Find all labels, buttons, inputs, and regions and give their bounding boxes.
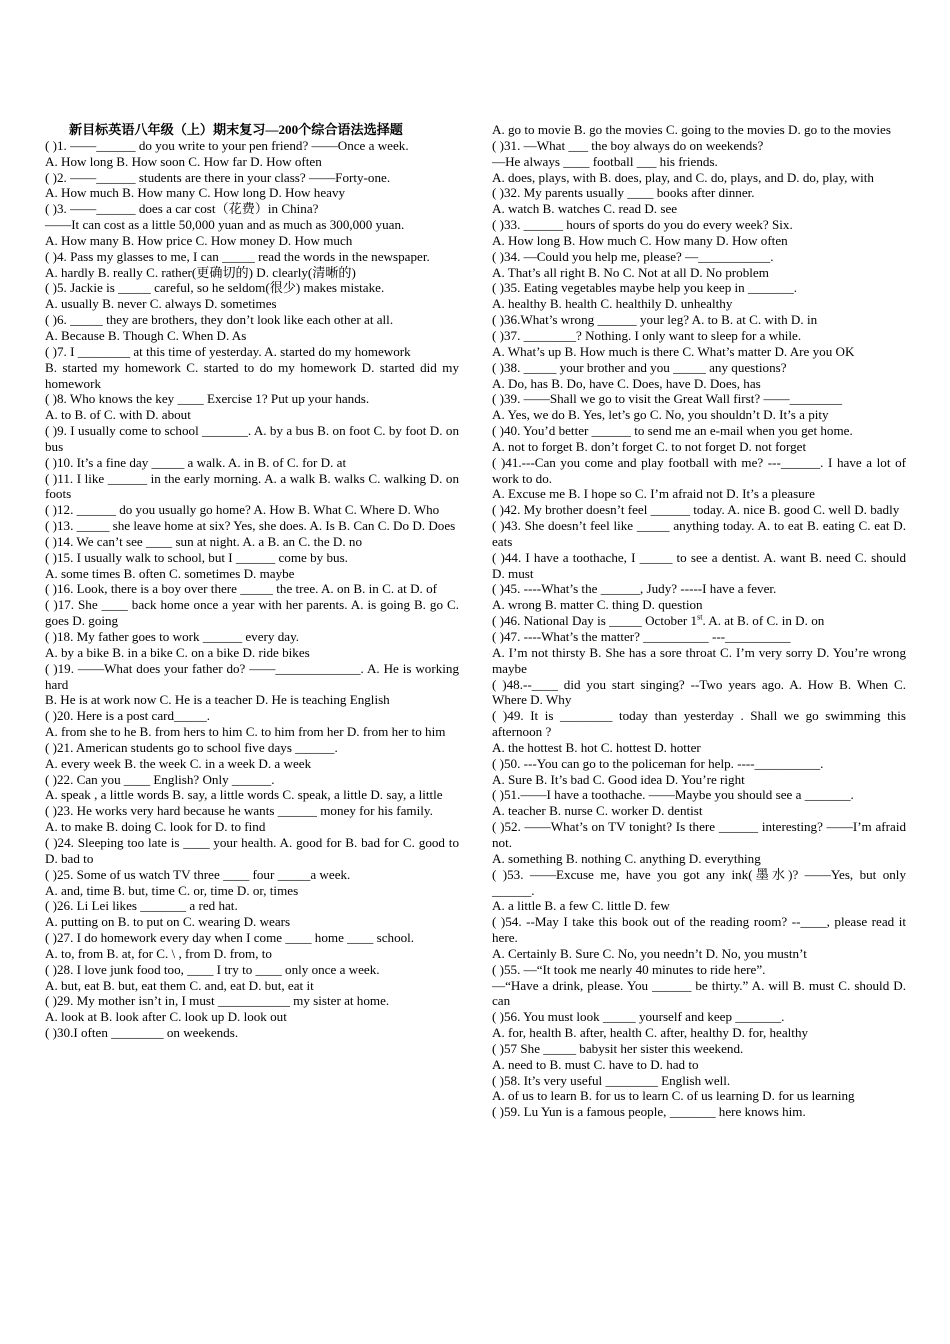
question-line: ( )27. I do homework every day when I come ____ home ____ school. — [45, 930, 415, 946]
question-line: ( )17. She ____ back home once a year with her parents. A. is going B. go C. goes D. going — [45, 597, 459, 629]
question-line: ——It can cost as a little 50,000 yuan and as much as 300,000 yuan. — [45, 217, 405, 233]
question-line: ( )29. My mother isn’t in, I must ___________ my sister at home. — [45, 993, 390, 1009]
option-line: B. He is at work now C. He is a teacher D. He is teaching English — [45, 692, 390, 708]
question-line: ( )37. ________? Nothing. I only want to sleep for a while. — [492, 327, 802, 343]
question-line: ( )5. Jackie is _____ careful, so he seldom(很少) makes mistake. — [45, 280, 385, 296]
question-line: ( )39. ——Shall we go to visit the Great Wall first? ——________ — [492, 391, 843, 407]
question-line: ( )10. It’s a fine day _____ a walk. A. in B. of C. for D. at — [45, 454, 347, 470]
question-line: ( )20. Here is a post card_____. — [45, 708, 211, 724]
question-line: ( )40. You’d better ______ to send me an e-mail when you get home. — [492, 423, 853, 439]
worksheet-page — [44, 122, 906, 1322]
option-line: A. wrong B. matter C. thing D. question — [492, 597, 703, 613]
question-line: ( )24. Sleeping too late is ____ your health. A. good for B. bad for C. good to D. bad to — [45, 834, 459, 866]
question-line: ( )23. He works very hard because he wants ______ money for his family. — [45, 803, 433, 819]
option-line: A. of us to learn B. for us to learn C. of us learning D. for us learning — [492, 1088, 855, 1104]
question-line: ( )32. My parents usually ____ books after dinner. — [492, 185, 755, 201]
option-line: A. every week B. the week C. in a week D. a week — [45, 755, 312, 771]
question-line: ( )19. ——What does your father do? ——_____________. A. He is working hard — [45, 660, 459, 692]
option-line: A. go to movie B. go the movies C. going to the movies D. go to the movies — [492, 122, 891, 137]
option-line: A. teacher B. nurse C. worker D. dentist — [492, 803, 703, 819]
question-line: ( )15. I usually walk to school, but I ______ come by bus. — [45, 549, 348, 565]
option-line: A. to, from B. at, for C. \ , from D. from, to — [45, 945, 272, 961]
option-line: A. watch B. watches C. read D. see — [492, 201, 678, 217]
question-line: ( )11. I like ______ in the early morning. A. a walk B. walks C. walking D. on foots — [45, 470, 459, 502]
question-line: ( )50. ---You can go to the policeman for help. ----__________. — [492, 755, 824, 771]
question-line: ( )13. _____ she leave home at six? Yes, she does. A. Is B. Can C. Do D. Does — [45, 518, 456, 534]
page-title: 新目标英语八年级（上）期末复习—200个综合语法选择题 — [69, 122, 403, 137]
question-line: —He always ____ football ___ his friends. — [492, 153, 718, 169]
option-line: A. not to forget B. don’t forget C. to not forget D. not forget — [492, 438, 807, 454]
question-line: ( )2. ——______ students are there in your class? ——Forty-one. — [45, 169, 391, 185]
question-line: ( )57 She _____ babysit her sister this weekend. — [492, 1040, 744, 1056]
option-line: A. Yes, we do B. Yes, let’s go C. No, you shouldn’t D. It’s a pity — [492, 407, 829, 423]
question-line: ( )56. You must look _____ yourself and keep _______. — [492, 1009, 785, 1025]
question-line: ( )8. Who knows the key ____ Exercise 1? Put up your hands. — [45, 391, 370, 407]
question-line: ( )44. I have a toothache, I _____ to see a dentist. A. want B. need C. should D. must — [492, 549, 906, 581]
question-line: ( )1. ——______ do you write to your pen friend? ——Once a week. — [45, 137, 409, 153]
question-line: ( )21. American students go to school five days ______. — [45, 739, 338, 755]
option-line: A. a little B. a few C. little D. few — [492, 898, 670, 914]
option-line: B. started my homework C. started to do my homework D. started did my homework — [45, 359, 459, 391]
question-line: ( )43. She doesn’t feel like _____ anything today. A. to eat B. eating C. eat D. eats — [492, 518, 906, 549]
option-line: A. How much B. How many C. How long D. How heavy — [45, 185, 346, 201]
question-line: ( )26. Li Lei likes _______ a red hat. — [45, 898, 238, 914]
question-line: ( )55. —“It took me nearly 40 minutes to ride here”. — [492, 961, 766, 977]
question-line: ( )47. ----What’s the matter? __________ ---__________ — [492, 629, 791, 644]
question-line: ( )51.——I have a toothache. ——Maybe you should see a _______. — [492, 787, 854, 803]
option-line: A. That’s all right B. No C. Not at all D. No problem — [492, 264, 769, 280]
question-line: ( )52. ——What’s on TV tonight? Is there ______ interesting? ——I’m afraid not. — [492, 819, 906, 850]
option-line: A. usually B. never C. always D. sometimes — [45, 296, 277, 312]
question-line: ( )34. —Could you help me, please? —___________. — [492, 248, 774, 264]
question-line: ( )3. ——______ does a car cost（花费）in China? — [45, 201, 319, 217]
option-line: A. Sure B. It’s bad C. Good idea D. You’re right — [492, 771, 745, 787]
question-line: ( )22. Can you ____ English? Only ______. — [45, 771, 275, 787]
option-line: A. healthy B. health C. healthily D. unhealthy — [492, 296, 733, 312]
option-line: A. Do, has B. Do, have C. Does, have D. Does, has — [492, 375, 761, 391]
question-line: ( )31. —What ___ the boy always do on weekends? — [492, 137, 764, 153]
option-line: A. What’s up B. How much is there C. What’s matter D. Are you OK — [492, 343, 855, 359]
option-line: A. Certainly B. Sure C. No, you needn’t D. No, you mustn’t — [492, 945, 807, 961]
left-column — [45, 122, 459, 1041]
option-line: A. does, plays, with B. does, play, and C. do, plays, and D. do, play, with — [492, 169, 874, 185]
right-column — [492, 122, 906, 1120]
question-line: ( )49. It is ________ today than yesterday . Shall we go swimming this afternoon ? — [492, 708, 906, 740]
option-line: A. to B. of C. with D. about — [45, 407, 191, 423]
option-line: A. Excuse me B. I hope so C. I’m afraid not D. It’s a pleasure — [492, 486, 815, 502]
question-line: ( )33. ______ hours of sports do you do every week? Six. — [492, 217, 793, 233]
question-line: ( )42. My brother doesn’t feel ______ today. A. nice B. good C. well D. badly — [492, 502, 900, 518]
question-line: ( )41.---Can you come and play football with me? ---______. I have a lot of work to do. — [492, 454, 906, 486]
question-46-text: ( )46. National Day is _____ October 1 — [492, 613, 698, 629]
question-line: ( )53. ——Excuse me, have you got any ink(墨水)? ——Yes, but only ______. — [492, 866, 906, 898]
option-line: A. by a bike B. in a bike C. on a bike D. ride bikes — [45, 644, 310, 660]
option-line: A. How long B. How much C. How many D. How often — [492, 232, 788, 248]
question-line: ( )28. I love junk food too, ____ I try to ____ only once a week. — [45, 961, 380, 977]
question-line: ( )4. Pass my glasses to me, I can _____ read the words in the newspaper. — [45, 248, 430, 264]
option-line: A. putting on B. to put on C. wearing D. wears — [45, 914, 291, 930]
question-line: ( )7. I ________ at this time of yesterday. A. started do my homework — [45, 343, 411, 359]
option-line: A. Because B. Though C. When D. As — [45, 327, 247, 343]
option-line: A. and, time B. but, time C. or, time D. or, times — [45, 882, 299, 898]
option-line: A. something B. nothing C. anything D. everything — [492, 850, 761, 866]
question-line: —“Have a drink, please. You ______ be thirty.” A. will B. must C. should D. can — [492, 977, 906, 1009]
question-line — [492, 613, 906, 629]
question-line: ( )45. ----What’s the ______, Judy? -----I have a fever. — [492, 581, 777, 597]
option-line: A. hardly B. really C. rather(更确切的) D. clearly(清晰的) — [45, 264, 356, 280]
option-line: A. How many B. How price C. How money D. How much — [45, 232, 353, 248]
option-line: A. need to B. must C. have to D. had to — [492, 1056, 699, 1072]
question-line: ( )6. _____ they are brothers, they don’t look like each other at all. — [45, 312, 394, 328]
option-line: A. look at B. look after C. look up D. look out — [45, 1009, 287, 1025]
question-line: ( )12. ______ do you usually go home? A. How B. What C. Where D. Who — [45, 502, 440, 518]
question-line: ( )48.--____ did you start singing? --Two years ago. A. How B. When C. Where D. Why — [492, 676, 906, 708]
question-line: ( )54. --May I take this book out of the reading room? --____, please read it here. — [492, 914, 906, 946]
option-line: A. some times B. often C. sometimes D. maybe — [45, 565, 295, 581]
option-line: A. the hottest B. hot C. hottest D. hotter — [492, 739, 701, 755]
option-line: A. for, health B. after, health C. after, healthy D. for, healthy — [492, 1025, 809, 1041]
question-line: ( )14. We can’t see ____ sun at night. A. a B. an C. the D. no — [45, 533, 363, 549]
question-line: ( )18. My father goes to work ______ every day. — [45, 629, 300, 644]
question-line: ( )30.I often ________ on weekends. — [45, 1025, 239, 1041]
question-46-options: . A. at B. of C. in D. on — [702, 613, 825, 629]
question-line: ( )9. I usually come to school _______. A. by a bus B. on foot C. by foot D. on bus — [45, 423, 459, 454]
option-line: A. to make B. doing C. look for D. to find — [45, 819, 266, 835]
question-line: ( )25. Some of us watch TV three ____ four _____a week. — [45, 866, 351, 882]
question-line: ( )35. Eating vegetables maybe help you keep in _______. — [492, 280, 798, 296]
question-line: ( )58. It’s very useful ________ English well. — [492, 1072, 731, 1088]
option-line: A. speak , a little words B. say, a little words C. speak, a little D. say, a little — [45, 787, 443, 803]
option-line: A. from she to he B. from hers to him C. to him from her D. from her to him — [45, 724, 446, 740]
option-line: A. I’m not thirsty B. She has a sore throat C. I’m very sorry D. You’re wrong maybe — [492, 644, 906, 676]
option-line: A. How long B. How soon C. How far D. How often — [45, 153, 322, 169]
option-line: A. but, eat B. but, eat them C. and, eat D. but, eat it — [45, 977, 314, 993]
question-line: ( )16. Look, there is a boy over there _____ the tree. A. on B. in C. at D. of — [45, 581, 437, 597]
ordinal-superscript: st — [697, 612, 703, 622]
question-line: ( )38. _____ your brother and you _____ any questions? — [492, 359, 787, 375]
question-line: ( )59. Lu Yun is a famous people, _______ here knows him. — [492, 1104, 806, 1120]
question-line: ( )36.What’s wrong ______ your leg? A. to B. at C. with D. in — [492, 312, 818, 328]
